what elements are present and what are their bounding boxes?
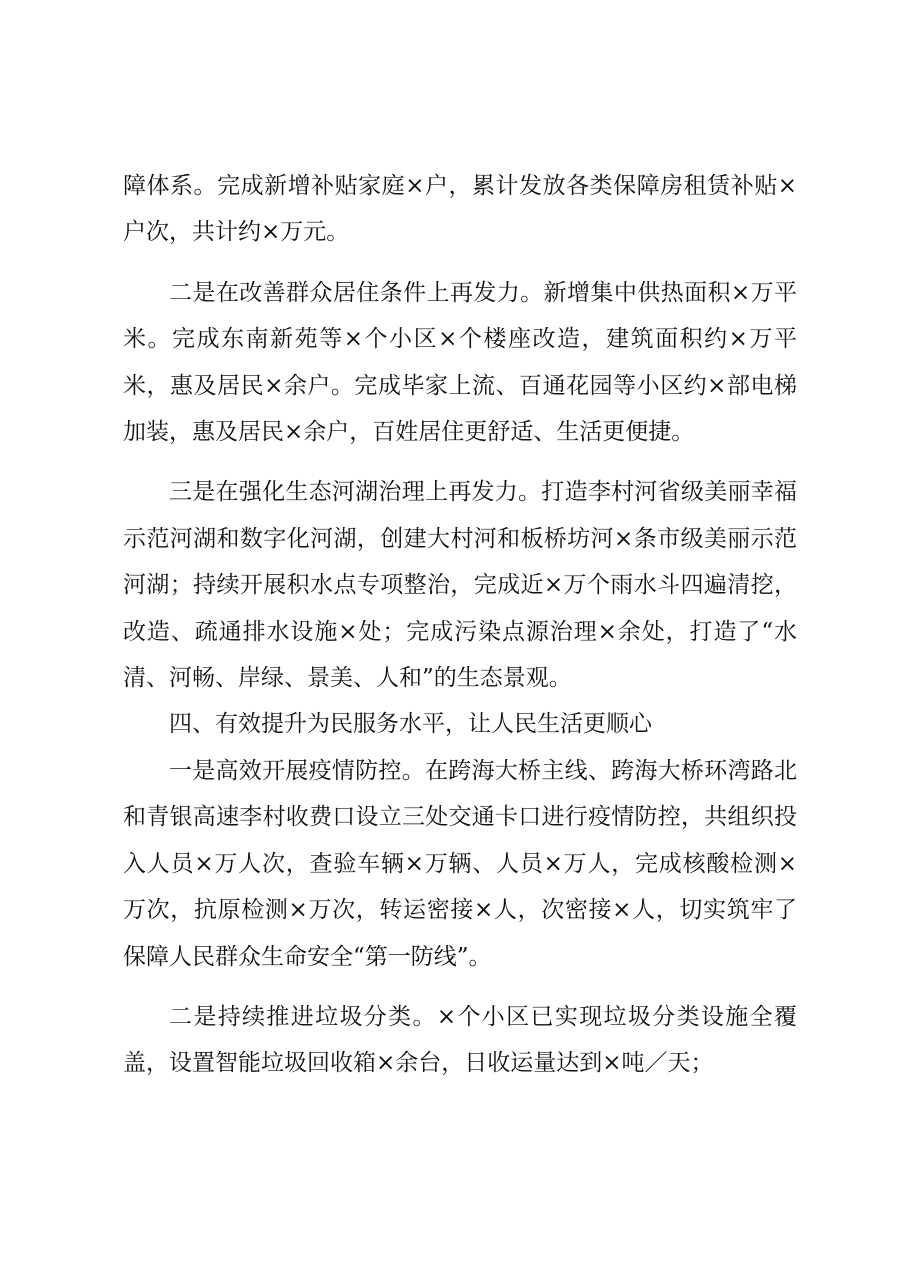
paragraph-housing-subsidy: 障体系。完成新增补贴家庭×户，累计发放各类保障房租赁补贴×户次，共计约×万元。 — [123, 173, 797, 246]
paragraph-river-governance: 三是在强化生态河湖治理上再发力。打造李村河省级美丽幸福示范河湖和数字化河湖，创建大村河和板桥坊河×条市级美丽示范河湖；持续开展积水点专项整治，完成近×万个雨水斗四遍清挖，改造、疏通排水设施×处；完成污染点源治理×余处，打造了“水清、河畅、岸绿、景美、人和”的生态景观。 — [123, 479, 797, 692]
paragraph-epidemic-control: 一是高效开展疫情防控。在跨海大桥主线、跨海大桥环湾路北和青银高速李村收费口设立三处交通卡口进行疫情防控，共组织投入人员×万人次，查验车辆×万辆、人员×万人，完成核酸检测×万次，抗原检测×万次，转运密接×人，次密接×人，切实筑牢了保障人民群众生命安全“第一防线”。 — [123, 757, 797, 970]
paragraph-garbage-sorting: 二是持续推进垃圾分类。×个小区已实现垃圾分类设施全覆盖，设置智能垃圾回收箱×余台，日收运量达到×吨／天； — [123, 1003, 797, 1077]
document-body — [123, 163, 797, 1087]
paragraph-living-conditions: 二是在改善群众居住条件上再发力。新增集中供热面积×万平米。完成东南新苑等×个小区×个楼座改造，建筑面积约×万平米，惠及居民×余户。完成毕家上流、百通花园等小区约×部电梯加装，惠及居民×余户，百姓居住更舒适、生活更便捷。 — [123, 279, 797, 446]
section-heading-public-service: 四、有效提升为民服务水平，让人民生活更顺心 — [169, 711, 652, 738]
